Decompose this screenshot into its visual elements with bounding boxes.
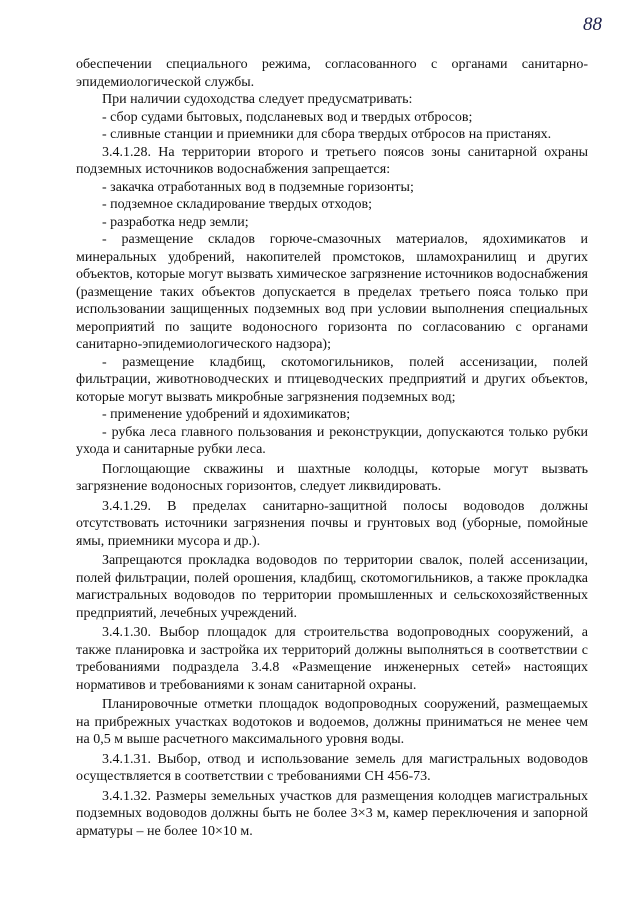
list-item: - размещение складов горюче-смазочных материалов, ядохимикатов и минеральных удобрений, накопителей промстоков, шламохранилищ и других объектов, которые могут вызвать химическое загрязнение источников водоснабжения (размещение таких объектов допускается в пределах третьего пояса только при использовании защищенных подземных вод при условии выполнения специальных мероприятий по защите водоносного горизонта по согласованию с органами санитарно-эпидемиологического надзора); bbox=[76, 232, 588, 352]
list-item: - сбор судами бытовых, подсланевых вод и твердых отбросов; bbox=[102, 109, 473, 125]
paragraph: обеспечении специального режима, согласованного с органами санитарно-эпидемиологической службы. bbox=[76, 57, 588, 90]
paragraph: 3.4.1.31. Выбор, отвод и использование земель для магистральных водоводов осуществляется в соответствии с требованиями СН 456-73. bbox=[76, 751, 588, 784]
list-item: - подземное складирование твердых отходов; bbox=[102, 197, 373, 212]
list-item: - закачка отработанных вод в подземные горизонты; bbox=[102, 179, 414, 195]
paragraph: 3.4.1.30. Выбор площадок для строительства водопроводных сооружений, а также планировка и застройка их территорий должны выполняться в соответствии с требованиями подраздела 3.4.8 «Размещение инженерных сетей» настоящих нормативов и требованиями к зонам санитарной охраны. bbox=[76, 625, 588, 693]
paragraph: 3.4.1.28. На территории второго и третьего поясов зоны санитарной охраны подземных источников водоснабжения запрещается: bbox=[76, 144, 588, 177]
paragraph: Планировочные отметки площадок водопроводных сооружений, размещаемых на прибрежных участках водотоков и водоемов, должны приниматься не менее чем на 0,5 м выше расчетного максимального уровня воды. bbox=[76, 697, 588, 747]
paragraph: 3.4.1.32. Размеры земельных участков для размещения колодцев магистральных подземных водоводов должны быть не более 3×3 м, камер переключения и запорной арматуры – не более 10×10 м. bbox=[76, 788, 588, 839]
list-item: - сливные станции и приемники для сбора твердых отбросов на пристанях. bbox=[102, 127, 552, 142]
list-item: - разработка недр земли; bbox=[102, 214, 249, 230]
document-body bbox=[76, 56, 588, 840]
list-item: - рубка леса главного пользования и реконструкции, допускаются только рубки ухода и санитарные рубки леса. bbox=[76, 424, 588, 457]
list-item: - размещение кладбищ, скотомогильников, полей ассенизации, полей фильтрации, животноводческих и птицеводческих предприятий и других объектов, которые могут вызвать микробные загрязнения подземных вод; bbox=[76, 354, 588, 405]
paragraph: Поглощающие скважины и шахтные колодцы, которые могут вызвать загрязнение водоносных горизонтов, следует ликвидировать. bbox=[76, 461, 588, 494]
list-item: - применение удобрений и ядохимикатов; bbox=[102, 407, 351, 422]
paragraph: При наличии судоходства следует предусматривать: bbox=[102, 92, 413, 107]
paragraph: 3.4.1.29. В пределах санитарно-защитной полосы водоводов должны отсутствовать источники загрязнения почвы и грунтовых вод (уборные, помойные ямы, приемники мусора и др.). bbox=[76, 498, 588, 549]
paragraph: Запрещаются прокладка водоводов по территории свалок, полей ассенизации, полей фильтрации, полей орошения, кладбищ, скотомогильников, а также прокладка магистральных водоводов по территории промышленных и сельскохозяйственных предприятий, лечебных учреждений. bbox=[76, 553, 588, 621]
page-number: 88 bbox=[583, 14, 602, 35]
